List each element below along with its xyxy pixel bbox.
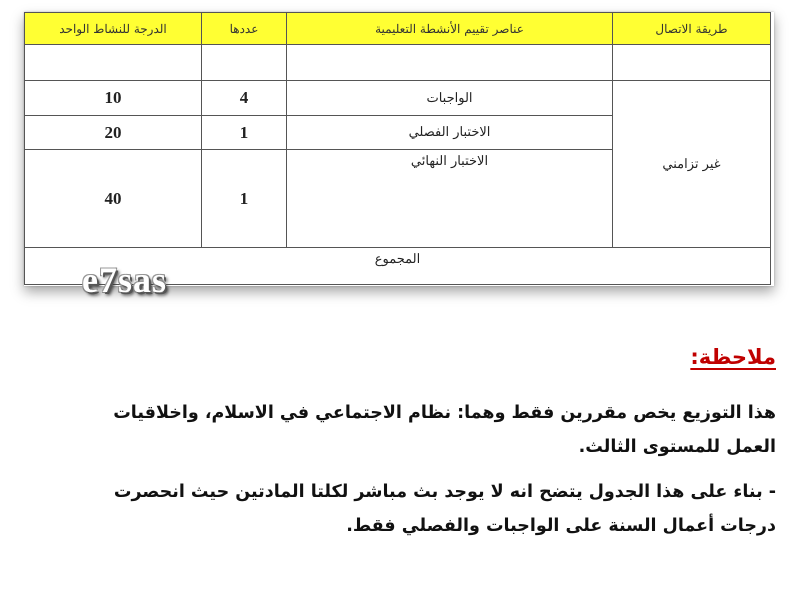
- empty-cell: [202, 45, 287, 81]
- method-cell: غير تزامني: [613, 81, 771, 248]
- empty-cell: [25, 45, 202, 81]
- empty-cell: [287, 45, 613, 81]
- table-header-row: [25, 13, 771, 45]
- header-grade-per-activity: الدرجة للنشاط الواحد: [25, 13, 202, 45]
- table-row-empty: [25, 45, 771, 81]
- note-title: ملاحظة:: [690, 345, 776, 369]
- grade-cell: 20: [25, 116, 202, 150]
- count-cell: 1: [202, 116, 287, 150]
- element-cell: الاختبار النهائي: [287, 150, 613, 248]
- total-label: المجموع: [25, 248, 771, 285]
- grade-cell: 40: [25, 150, 202, 248]
- empty-cell: [613, 45, 771, 81]
- note-paragraph-1: هذا التوزيع يخص مقررين فقط وهما: نظام الاجتماعي في الاسلام، واخلاقيات العمل للمستوى الثالث.: [113, 403, 776, 457]
- header-communication-method: طريقة الاتصال: [613, 13, 771, 45]
- grade-distribution-table-card: [24, 12, 774, 286]
- count-cell: 1: [202, 150, 287, 248]
- grade-cell: 10: [25, 81, 202, 116]
- element-cell: الاختبار الفصلي: [287, 116, 613, 150]
- grade-distribution-table: [24, 12, 771, 285]
- count-cell: 4: [202, 81, 287, 116]
- element-cell: الواجبات: [287, 81, 613, 116]
- header-count: عددها: [202, 13, 287, 45]
- header-assessment-elements: عناصر تقييم الأنشطة التعليمية: [287, 13, 613, 45]
- table-row: [25, 81, 771, 116]
- note-paragraph-2: - بناء على هذا الجدول يتضح انه لا يوجد بث مباشر لكلتا المادتين حيث انحصرت درجات أعمال السنة على الواجبات والفصلي فقط.: [113, 482, 776, 536]
- watermark-logo: e7sas: [82, 260, 167, 300]
